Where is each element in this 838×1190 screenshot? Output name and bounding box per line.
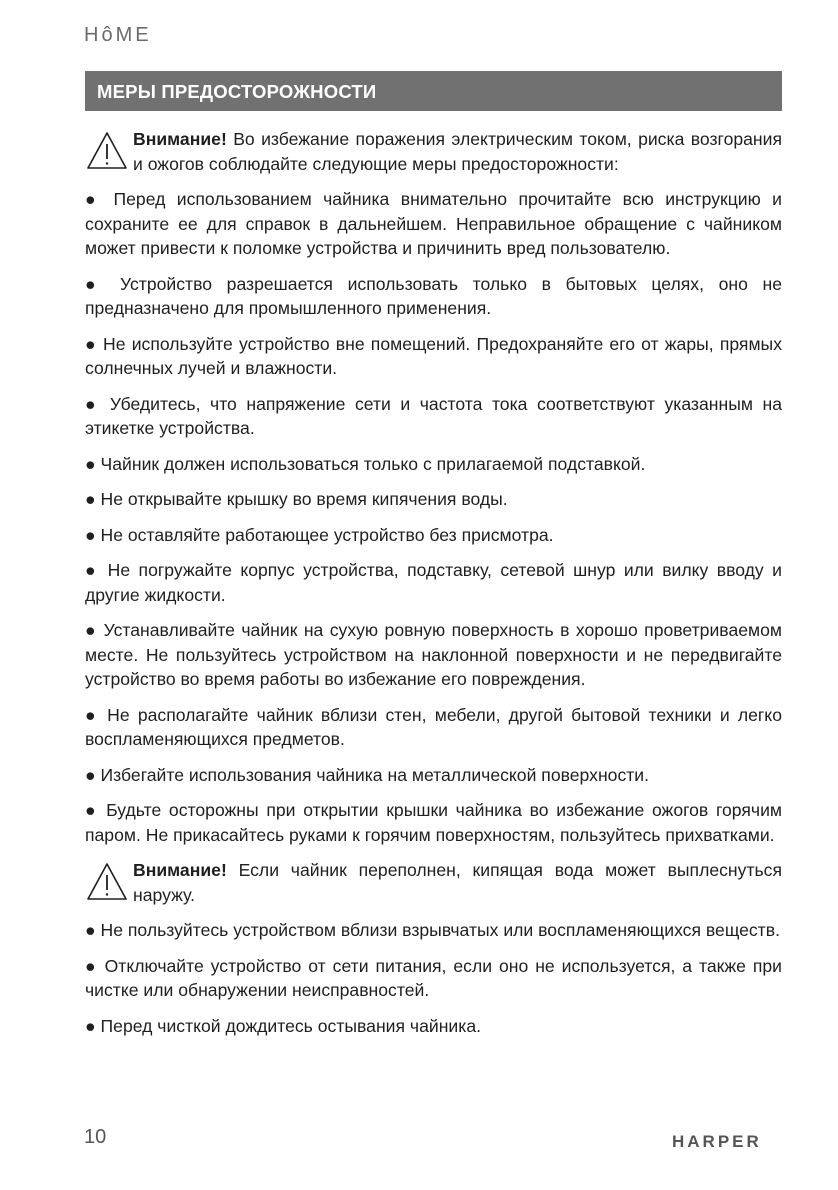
list-item: ● Не используйте устройство вне помещений. Предохраняйте его от жары, прямых солнечных лучей и влажности. — [85, 333, 782, 378]
list-item: ● Избегайте использования чайника на металлической поверхности. — [85, 764, 650, 785]
list-item: ● Отключайте устройство от сети питания, если оно не используется, а также при чистке или обнаружении неисправностей. — [85, 955, 782, 1000]
list-item: ● Не погружайте корпус устройства, подставку, сетевой шнур или вилку вводу и другие жидкости. — [85, 560, 782, 605]
list-item: ● Убедитесь, что напряжение сети и частота тока соответствуют указанным на этикетке устройства. — [85, 393, 782, 438]
list-item: ● Не открывайте крышку во время кипячения воды. — [85, 489, 508, 509]
warning-block-2 — [85, 858, 782, 907]
list-item: ● Перед чисткой дождитесь остывания чайника. — [85, 1015, 481, 1036]
harper-brand-logo: HARPER — [672, 1132, 762, 1151]
warning-text: Во избежание поражения электрическим током, риска возгорания и ожогов соблюдайте следующие меры предосторожности: — [133, 129, 782, 174]
list-item: ● Не оставляйте работающее устройство без присмотра. — [85, 524, 554, 545]
list-item: ● Не располагайте чайник вблизи стен, мебели, другой бытовой техники и легко воспламеняющихся предметов. — [85, 704, 782, 749]
precautions-content — [85, 127, 782, 1049]
list-item: ● Не пользуйтесь устройством вблизи взрывчатых или воспламеняющихся веществ. — [85, 920, 780, 940]
section-header-bar — [85, 71, 782, 111]
list-item: ● Чайник должен использоваться только с прилагаемой подставкой. — [85, 453, 646, 474]
warning-label: Внимание! — [133, 860, 227, 880]
warning-triangle-icon — [85, 860, 129, 904]
page-number: 10 — [84, 1126, 107, 1148]
warning-text: Если чайник переполнен, кипящая вода может выплеснуться наружу. — [133, 860, 782, 905]
list-item: ● Устройство разрешается использовать только в бытовых целях, оно не предназначено для промышленного применения. — [85, 273, 782, 318]
warning-label: Внимание! — [133, 129, 227, 149]
home-brand-logo: HôME — [84, 24, 152, 46]
warning-block-1 — [85, 127, 782, 176]
list-item: ● Перед использованием чайника внимательно прочитайте всю инструкцию и сохраните ее для справок в дальнейшем. Неправильное обращение с чайником может привести к поломке устройства и причинить вред пользователю. — [85, 189, 782, 258]
list-item: ● Будьте осторожны при открытии крышки чайника во избежание ожогов горячим паром. Не прикасайтесь руками к горячим поверхностям, пользуйтесь прихватками. — [85, 800, 782, 845]
warning-triangle-icon — [85, 129, 129, 173]
list-item: ● Устанавливайте чайник на сухую ровную поверхность в хорошо проветриваемом месте. Не пользуйтесь устройством на наклонной поверхности и не передвигайте устройство во время работы во избежание его повреждения. — [85, 620, 782, 689]
section-title: МЕРЫ ПРЕДОСТОРОЖНОСТИ — [97, 81, 377, 102]
